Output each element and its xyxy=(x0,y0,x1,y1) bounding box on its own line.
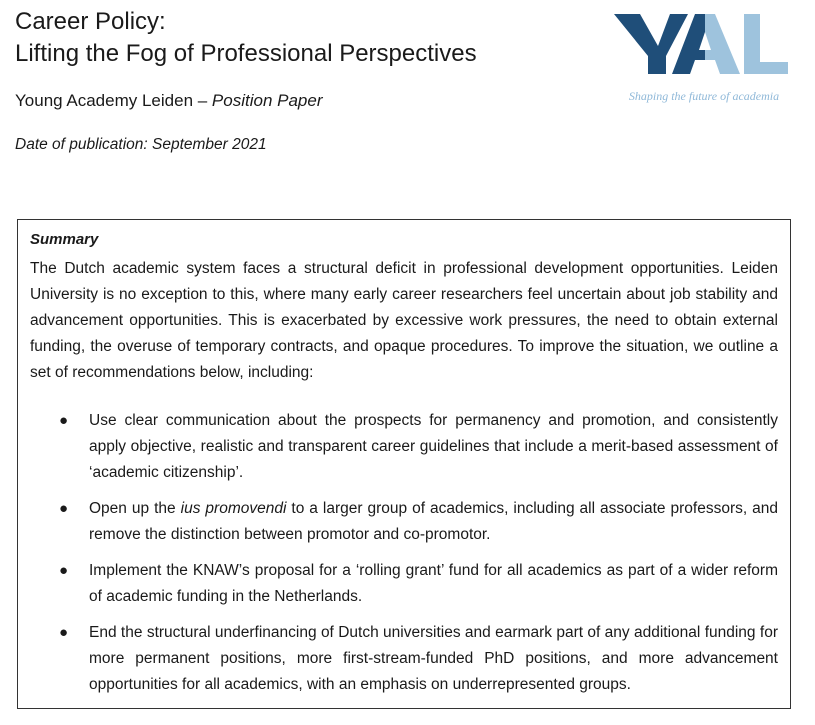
list-item-text-after: to a larger group of academics, including all associate professors, and remove the distinction between promotor and co-promotor. xyxy=(89,500,778,543)
recommendations-list xyxy=(30,408,778,698)
yal-logo-icon xyxy=(612,8,792,88)
summary-box xyxy=(17,219,791,709)
list-item-text: End the structural underfinancing of Dutch universities and earmark part of any additional funding for more permanent positions, more first-stream-funded PhD positions, and more advancement opportunities for all academics, with an emphasis on underrepresented groups. xyxy=(89,624,778,693)
publication-date: Date of publication: September 2021 xyxy=(15,136,267,153)
bullet-icon: ● xyxy=(59,624,69,641)
yal-logo xyxy=(612,8,792,108)
list-item-text: Use clear communication about the prospects for permanency and promotion, and consistently apply objective, realistic and transparent career guidelines that include a merit-based assessment of ‘academic citizenship’. xyxy=(89,412,778,481)
summary-intro: The Dutch academic system faces a structural deficit in professional development opportunities. Leiden University is no exception to this, where many early career researchers feel uncertain about job stability and advancement opportunities. This is exacerbated by excessive work pressures, the need to obtain external funding, the overuse of temporary contracts, and opaque procedures. To improve the situation, we outline a set of recommendations below, including: xyxy=(30,260,778,381)
list-item-text-italic: ius promovendi xyxy=(180,500,287,517)
list-item xyxy=(30,558,778,610)
bullet-icon: ● xyxy=(59,412,69,429)
subtitle-doc-type: Position Paper xyxy=(211,91,323,110)
subtitle-organization: Young Academy Leiden – xyxy=(15,91,212,110)
bullet-icon: ● xyxy=(59,500,69,517)
list-item xyxy=(30,496,778,548)
bullet-icon: ● xyxy=(59,562,69,579)
summary-heading: Summary xyxy=(30,231,99,248)
logo-tagline: Shaping the future of academia xyxy=(628,89,780,103)
title-line-2: Lifting the Fog of Professional Perspectives xyxy=(15,40,477,67)
document-title xyxy=(15,6,477,70)
list-item xyxy=(30,620,778,698)
list-item-text: Implement the KNAW’s proposal for a ‘rolling grant’ fund for all academics as part of a wider reform of academic funding in the Netherlands. xyxy=(89,562,778,605)
document-subtitle xyxy=(15,90,323,112)
list-item-text-before: Open up the xyxy=(89,500,181,517)
title-line-1: Career Policy: xyxy=(15,8,166,35)
list-item xyxy=(30,408,778,486)
